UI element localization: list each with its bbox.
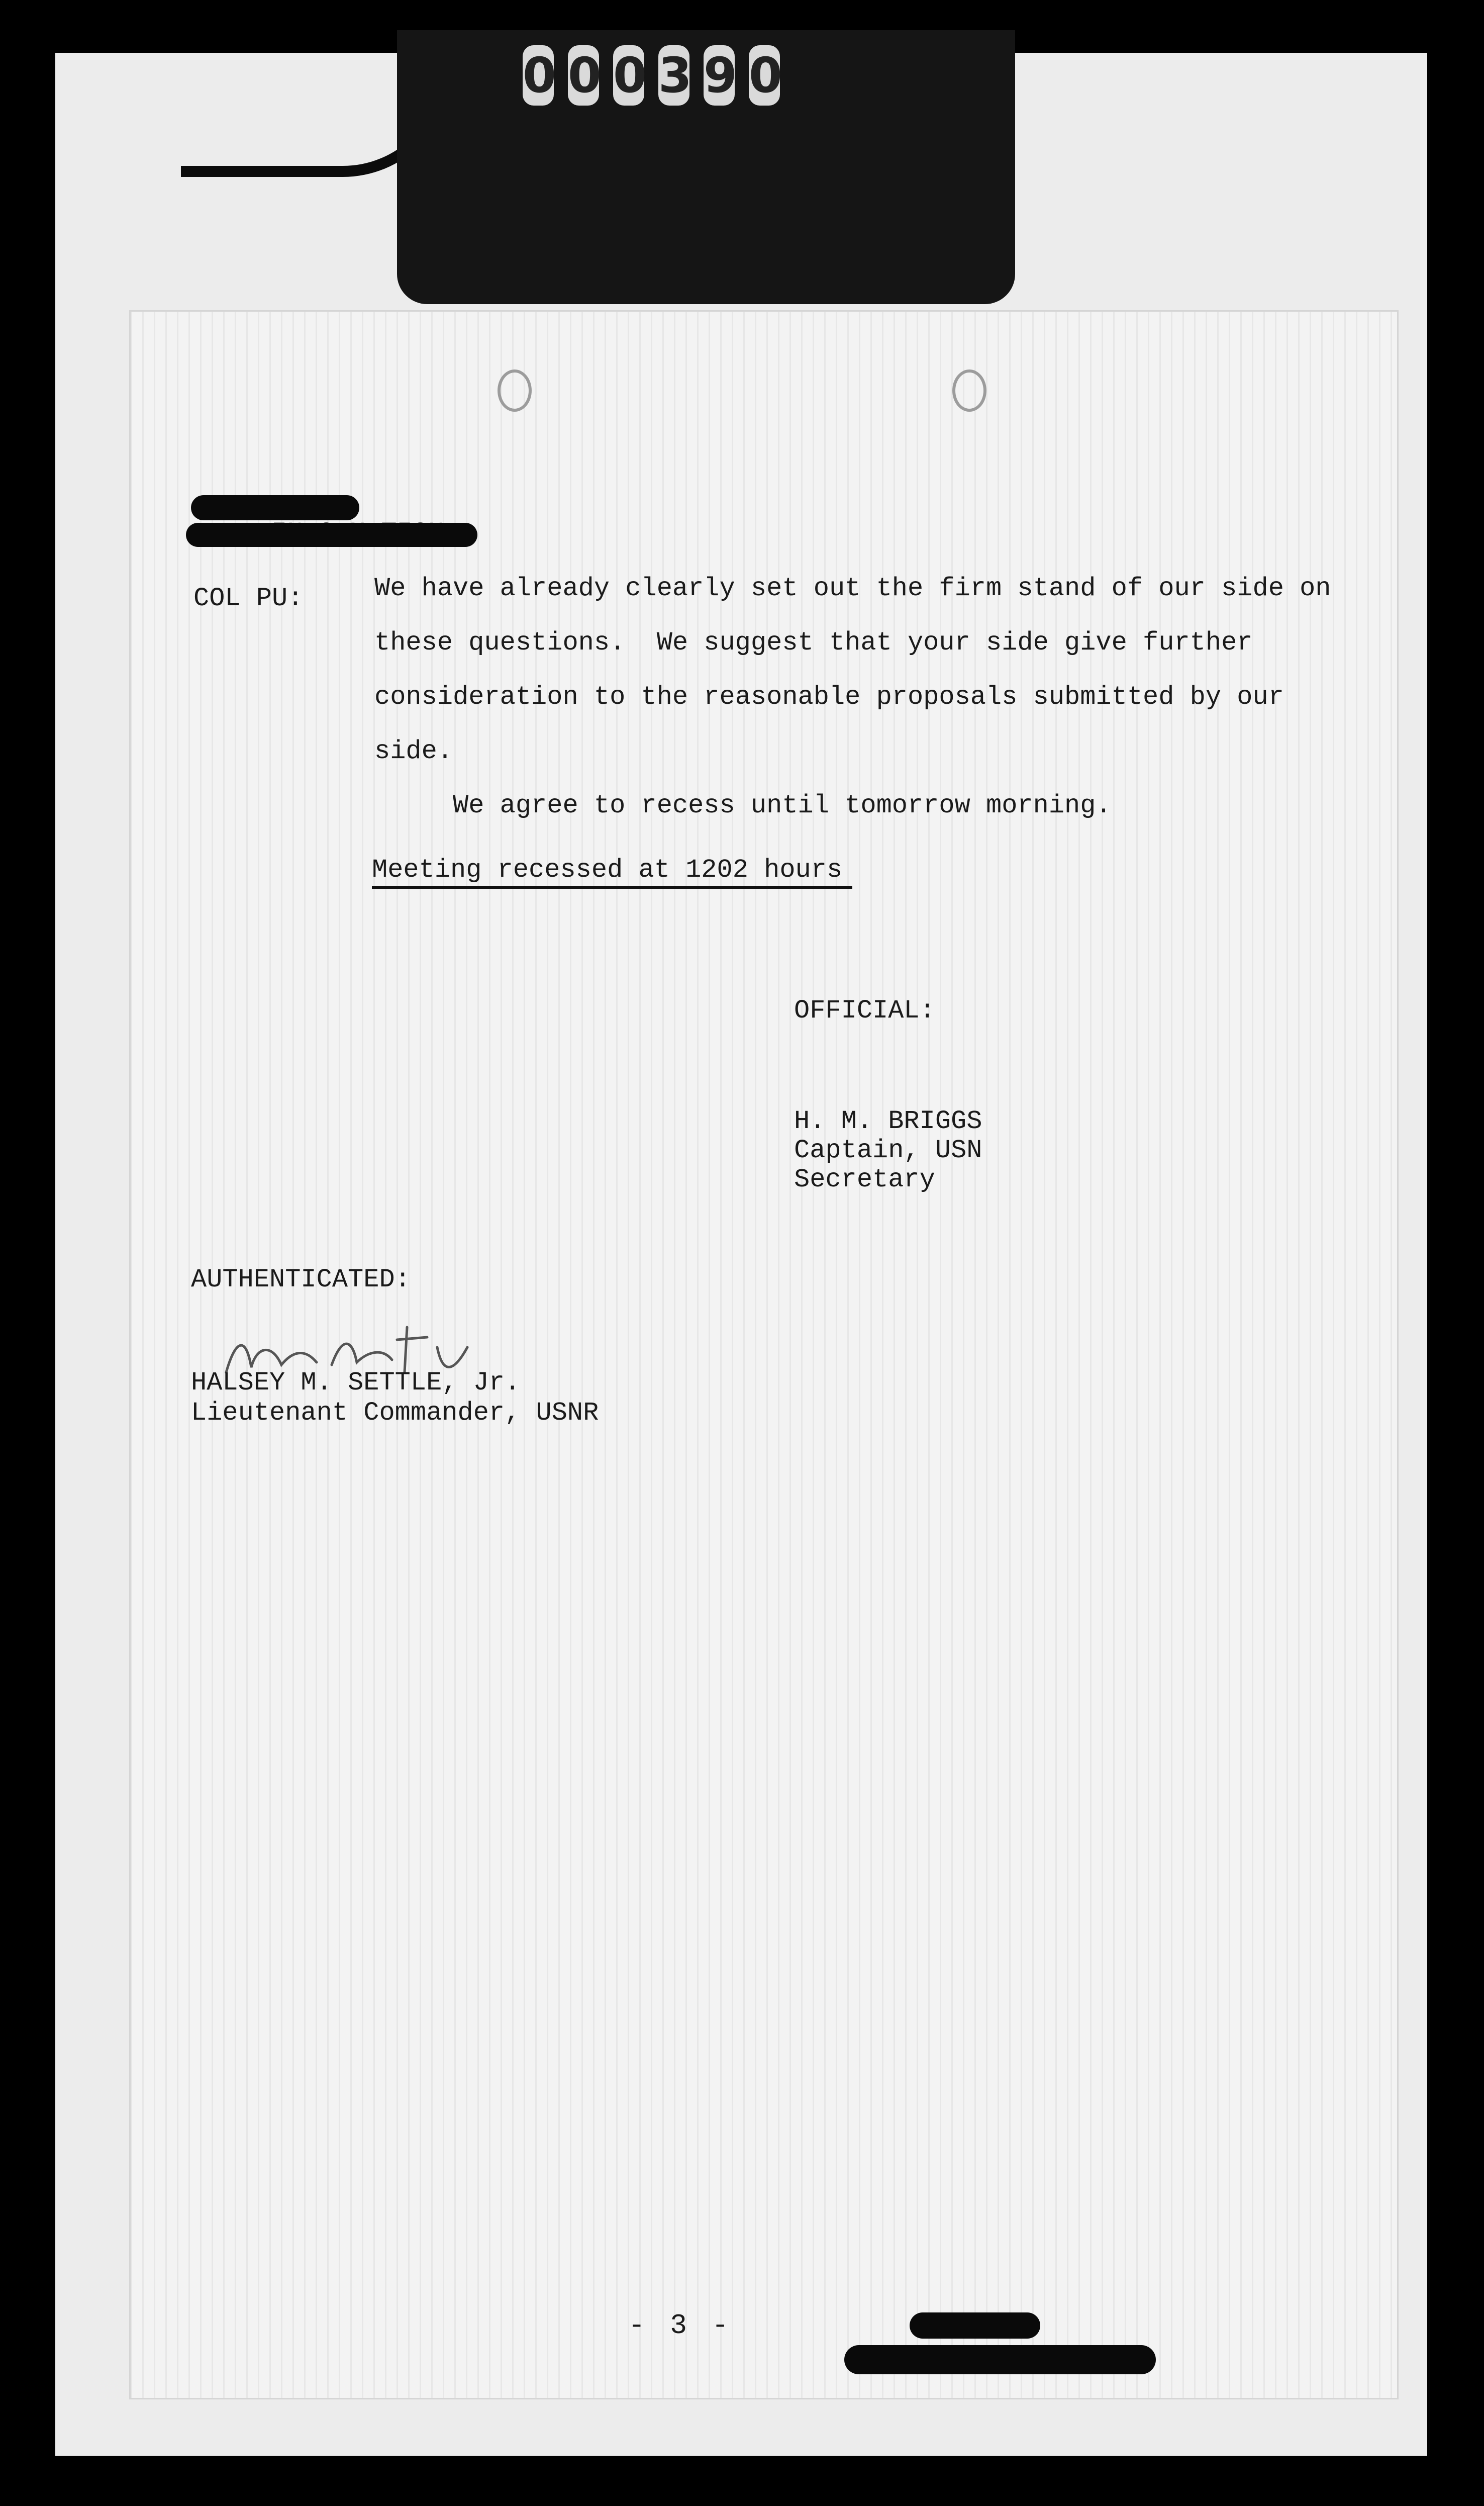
counter-digit: 3 (658, 45, 689, 106)
recess-note: Meeting recessed at 1202 hours (372, 855, 852, 889)
authenticated-rank: Lieutenant Commander, USNR (191, 1398, 599, 1428)
redaction-bar (844, 2345, 1156, 2374)
counter-digit: 0 (523, 45, 554, 106)
authenticated-name: HALSEY M. SETTLE, Jr. (191, 1368, 521, 1398)
statement-line: We have already clearly set out the firm stand of our side on (374, 574, 1331, 603)
statement-line: We agree to recess until tomorrow morning. (374, 791, 1112, 820)
authenticated-label: AUTHENTICATED: (191, 1265, 411, 1294)
statement-line: these questions. We suggest that your side give further (374, 628, 1253, 658)
redaction-bar (191, 495, 359, 520)
official-rank: Captain, USN (794, 1136, 982, 1165)
punch-hole-left (498, 369, 532, 412)
counter-digit: 0 (568, 45, 599, 106)
speaker-label: COL PU: (193, 584, 304, 613)
page-number: - 3 - (628, 2309, 733, 2342)
official-title: Secretary (794, 1165, 935, 1194)
statement-body (374, 573, 1331, 845)
statement-line: side. (374, 736, 453, 766)
counter-digit: 0 (613, 45, 644, 106)
frame-counter-digits (523, 45, 780, 106)
punch-hole-right (952, 369, 986, 412)
statement-line: consideration to the reasonable proposals submitted by our (374, 682, 1284, 712)
counter-digit: 0 (749, 45, 780, 106)
official-name: H. M. BRIGGS (794, 1106, 982, 1136)
redaction-bar (186, 523, 477, 547)
counter-digit: 9 (704, 45, 735, 106)
official-label: OFFICIAL: (794, 996, 935, 1026)
redaction-bar (910, 2312, 1040, 2339)
